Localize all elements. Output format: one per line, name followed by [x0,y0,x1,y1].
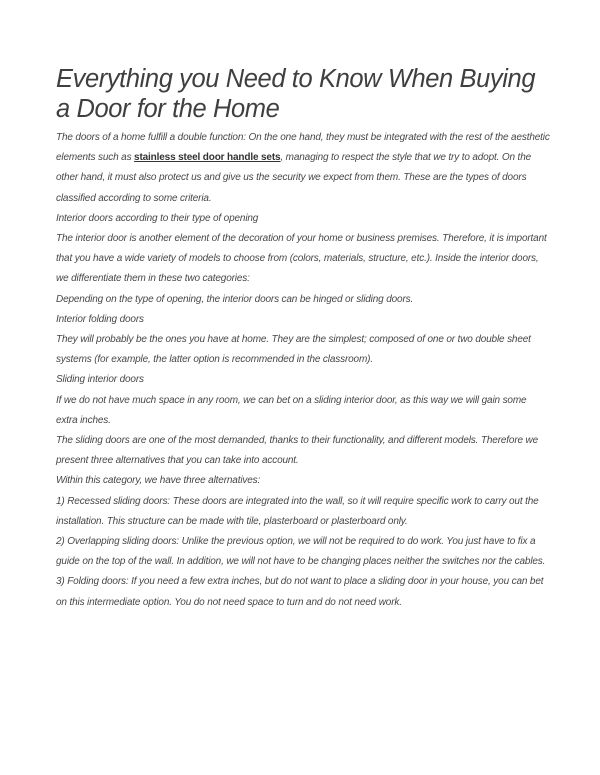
intro-paragraph [56,128,550,209]
paragraph: If we do not have much space in any room, we can bet on a sliding interior door, as this way we will gain some extra inches. [56,394,527,426]
subheading-folding-doors: Interior folding doors [56,313,144,325]
paragraph: They will probably be the ones you have at home. They are the simplest; composed of one or two double sheet systems (for example, the latter option is recommended in the classroom). [56,334,531,366]
subheading-interior-doors: Interior doors according to their type of opening [56,212,259,224]
paragraph: The sliding doors are one of the most demanded, thanks to their functionality, and different models. Therefore we present three alternatives that you can take into account. [56,435,539,467]
door-handle-sets-link[interactable]: stainless steel door handle sets [134,152,281,164]
intro-text-after-link: , managing to respect the style that we try to adopt. On the other hand, it must also protect us and give us the security we expect from them. These are the types of doors classified according to some criteria. [56,152,532,204]
list-item-folding: 3) Folding doors: If you need a few extra inches, but do not want to place a sliding door in your house, you can bet on this intermediate option. You do not need space to turn and do not need work. [56,576,544,608]
intro-text-before-link: The doors of a home fulfill a double function: On the one hand, they must be integrated with the rest of the aesthetic elements such as [56,132,550,164]
paragraph: Within this category, we have three alternatives: [56,475,261,487]
article-title: Everything you Need to Know When Buying a Door for the Home [56,65,536,123]
list-item-recessed: 1) Recessed sliding doors: These doors are integrated into the wall, so it will require specific work to carry out the installation. This structure can be made with tile, plasterboard or plasterboard only. [56,495,539,527]
list-item-overlapping: 2) Overlapping sliding doors: Unlike the previous option, we will not be required to do work. You just have to fix a guide on the top of the wall. In addition, we will not have to be changing places neither the switches nor the cables. [56,536,546,568]
paragraph: Depending on the type of opening, the interior doors can be hinged or sliding doors. [56,293,414,305]
article [56,64,550,613]
subheading-sliding-doors: Sliding interior doors [56,374,144,386]
paragraph: The interior door is another element of the decoration of your home or business premises. Therefore, it is important that you have a wide variety of models to choose from (colors, materials, structure, etc.). Inside the interior doors, we differentiate them in these two categories: [56,233,547,285]
